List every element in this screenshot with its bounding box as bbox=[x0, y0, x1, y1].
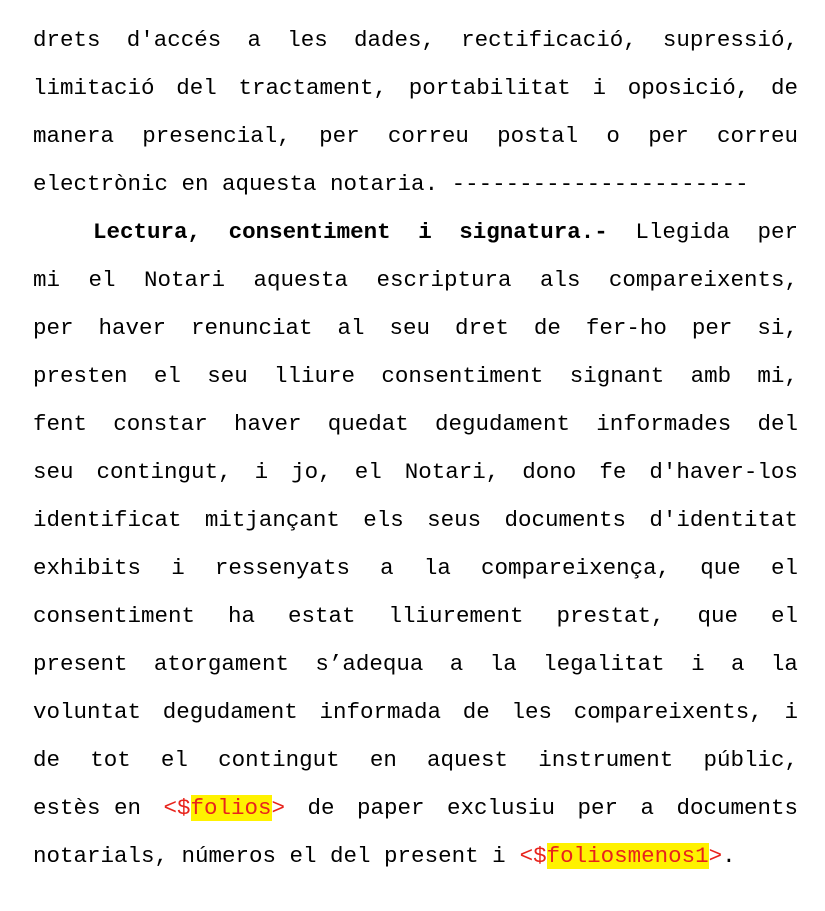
text-line bbox=[33, 688, 798, 736]
word: oposició, bbox=[627, 75, 750, 101]
word: degudament bbox=[434, 411, 570, 437]
word: mitjançant bbox=[204, 507, 340, 533]
word: drets bbox=[33, 27, 101, 53]
word: que bbox=[700, 555, 741, 581]
word: quedat bbox=[327, 411, 409, 437]
word: dades, bbox=[353, 27, 435, 53]
word: supressió, bbox=[662, 27, 798, 53]
word: de bbox=[462, 699, 490, 725]
word: les bbox=[511, 699, 552, 725]
variable-open: <$ bbox=[163, 795, 191, 821]
notarial-document-text bbox=[33, 16, 798, 880]
variable-open: <$ bbox=[519, 843, 547, 869]
word: de bbox=[770, 75, 798, 101]
word: les bbox=[287, 27, 328, 53]
variable-close: > bbox=[271, 795, 286, 821]
word: rectificació, bbox=[461, 27, 637, 53]
word: a bbox=[380, 555, 394, 581]
text-line bbox=[33, 304, 798, 352]
word: per bbox=[648, 123, 689, 149]
word: el bbox=[354, 459, 382, 485]
word: manera bbox=[33, 123, 115, 149]
text-line bbox=[33, 544, 798, 592]
word: seus bbox=[427, 507, 482, 533]
word: Llegida bbox=[635, 219, 730, 245]
variable-name: folios bbox=[190, 795, 272, 821]
word: ressenyats bbox=[214, 555, 350, 581]
word: seu bbox=[33, 459, 74, 485]
word: d'haver-los bbox=[649, 459, 798, 485]
word: i bbox=[784, 699, 798, 725]
word: de bbox=[33, 747, 61, 773]
word: amb bbox=[690, 363, 732, 389]
word: fent bbox=[33, 411, 88, 437]
word: instrument bbox=[538, 747, 674, 773]
word: aquesta bbox=[253, 267, 348, 293]
word: estat bbox=[287, 603, 356, 629]
paragraph-end-line: electrònic en aquesta notaria. ---------------------- bbox=[33, 171, 749, 197]
word: contingut, bbox=[96, 459, 232, 485]
word: escriptura bbox=[376, 267, 512, 293]
word: presten bbox=[33, 363, 128, 389]
word: tot bbox=[90, 747, 131, 773]
word: del bbox=[176, 75, 217, 101]
word: compareixents, bbox=[608, 267, 798, 293]
word: consentiment bbox=[33, 603, 196, 629]
word: ha bbox=[228, 603, 256, 629]
word: postal bbox=[497, 123, 579, 149]
word: documents bbox=[504, 507, 627, 533]
word: de bbox=[307, 795, 335, 821]
word: i bbox=[691, 651, 705, 677]
word: present bbox=[33, 651, 128, 677]
word: el bbox=[153, 363, 181, 389]
word: el bbox=[770, 555, 798, 581]
word: seu bbox=[389, 315, 430, 341]
word: per bbox=[319, 123, 360, 149]
word: haver bbox=[98, 315, 166, 341]
text-line bbox=[33, 208, 798, 256]
word-group: notarials, números el del present i bbox=[33, 843, 506, 869]
word: jo, bbox=[291, 459, 332, 485]
word: correu bbox=[387, 123, 469, 149]
word: dret bbox=[454, 315, 509, 341]
word: al bbox=[337, 315, 365, 341]
text-line bbox=[33, 784, 798, 832]
word: identificat bbox=[33, 507, 182, 533]
text-line bbox=[33, 640, 798, 688]
word: dono bbox=[522, 459, 577, 485]
sentence-end: . bbox=[722, 843, 736, 869]
word: consentiment bbox=[381, 363, 544, 389]
word: del bbox=[757, 411, 798, 437]
word: correu bbox=[716, 123, 798, 149]
word: prestat, bbox=[556, 603, 665, 629]
section-heading-word: Lectura, bbox=[93, 219, 202, 245]
word: s’adequa bbox=[315, 651, 424, 677]
text-line bbox=[33, 592, 798, 640]
word: degudament bbox=[162, 699, 298, 725]
word: per bbox=[757, 219, 798, 245]
word: el bbox=[160, 747, 188, 773]
text-line bbox=[33, 400, 798, 448]
text-line bbox=[33, 832, 798, 880]
word: atorgament bbox=[153, 651, 289, 677]
word: paper bbox=[357, 795, 425, 821]
word: limitació bbox=[33, 75, 155, 101]
word: compareixença, bbox=[481, 555, 671, 581]
word: Notari, bbox=[404, 459, 500, 485]
variable-name: foliosmenos1 bbox=[546, 843, 709, 869]
word: si, bbox=[757, 315, 798, 341]
word: fer-ho bbox=[585, 315, 667, 341]
section-heading-word: consentiment bbox=[228, 219, 391, 245]
word: o bbox=[606, 123, 620, 149]
section-heading-word: signatura.- bbox=[459, 219, 608, 245]
section-heading-word: i bbox=[418, 219, 432, 245]
word: legalitat bbox=[543, 651, 665, 677]
word: constar bbox=[113, 411, 208, 437]
word: exclusiu bbox=[446, 795, 556, 821]
word: d'accés bbox=[126, 27, 222, 53]
word: informades bbox=[596, 411, 732, 437]
word: documents bbox=[676, 795, 798, 821]
word: als bbox=[539, 267, 581, 293]
word: per bbox=[691, 315, 733, 341]
text-line bbox=[33, 112, 798, 160]
word: renunciat bbox=[190, 315, 313, 341]
text-line bbox=[33, 736, 798, 784]
word: compareixents, bbox=[573, 699, 763, 725]
word: i bbox=[592, 75, 606, 101]
word: lliurement bbox=[388, 603, 524, 629]
word: exhibits bbox=[33, 555, 142, 581]
word: la bbox=[423, 555, 451, 581]
word: i bbox=[254, 459, 269, 485]
word: contingut bbox=[218, 747, 340, 773]
word: Notari bbox=[143, 267, 225, 293]
template-variable-folios bbox=[164, 784, 286, 832]
word: per bbox=[577, 795, 618, 821]
word: la bbox=[770, 651, 798, 677]
text-line bbox=[33, 16, 798, 64]
word: mi, bbox=[757, 363, 798, 389]
word: portabilitat bbox=[408, 75, 571, 101]
word: seu bbox=[207, 363, 248, 389]
word: mi bbox=[33, 267, 61, 293]
word: en bbox=[369, 747, 397, 773]
text-line bbox=[33, 352, 798, 400]
text-line bbox=[33, 496, 798, 544]
word: a bbox=[247, 27, 261, 53]
word: d'identitat bbox=[649, 507, 798, 533]
word-group: estès en bbox=[33, 795, 142, 821]
word: públic, bbox=[703, 747, 798, 773]
word: tractament, bbox=[238, 75, 388, 101]
word: a bbox=[731, 651, 745, 677]
word: fe bbox=[599, 459, 627, 485]
word: la bbox=[489, 651, 517, 677]
word: signant bbox=[569, 363, 665, 389]
word: haver bbox=[233, 411, 302, 437]
template-variable-foliosmenos1 bbox=[520, 832, 723, 880]
word: el bbox=[770, 603, 798, 629]
word: a bbox=[449, 651, 464, 677]
word: aquest bbox=[427, 747, 509, 773]
word: el bbox=[88, 267, 116, 293]
text-line bbox=[33, 448, 798, 496]
word: voluntat bbox=[33, 699, 142, 725]
word: lliure bbox=[274, 363, 356, 389]
word: informada bbox=[319, 699, 442, 725]
text-line bbox=[33, 64, 798, 112]
word: els bbox=[363, 507, 404, 533]
word: per bbox=[33, 315, 74, 341]
text-line bbox=[33, 160, 798, 208]
word: que bbox=[697, 603, 738, 629]
text-line bbox=[33, 256, 798, 304]
word: a bbox=[640, 795, 654, 821]
word: de bbox=[533, 315, 561, 341]
word: i bbox=[171, 555, 185, 581]
word: presencial, bbox=[142, 123, 291, 149]
variable-close: > bbox=[708, 843, 723, 869]
